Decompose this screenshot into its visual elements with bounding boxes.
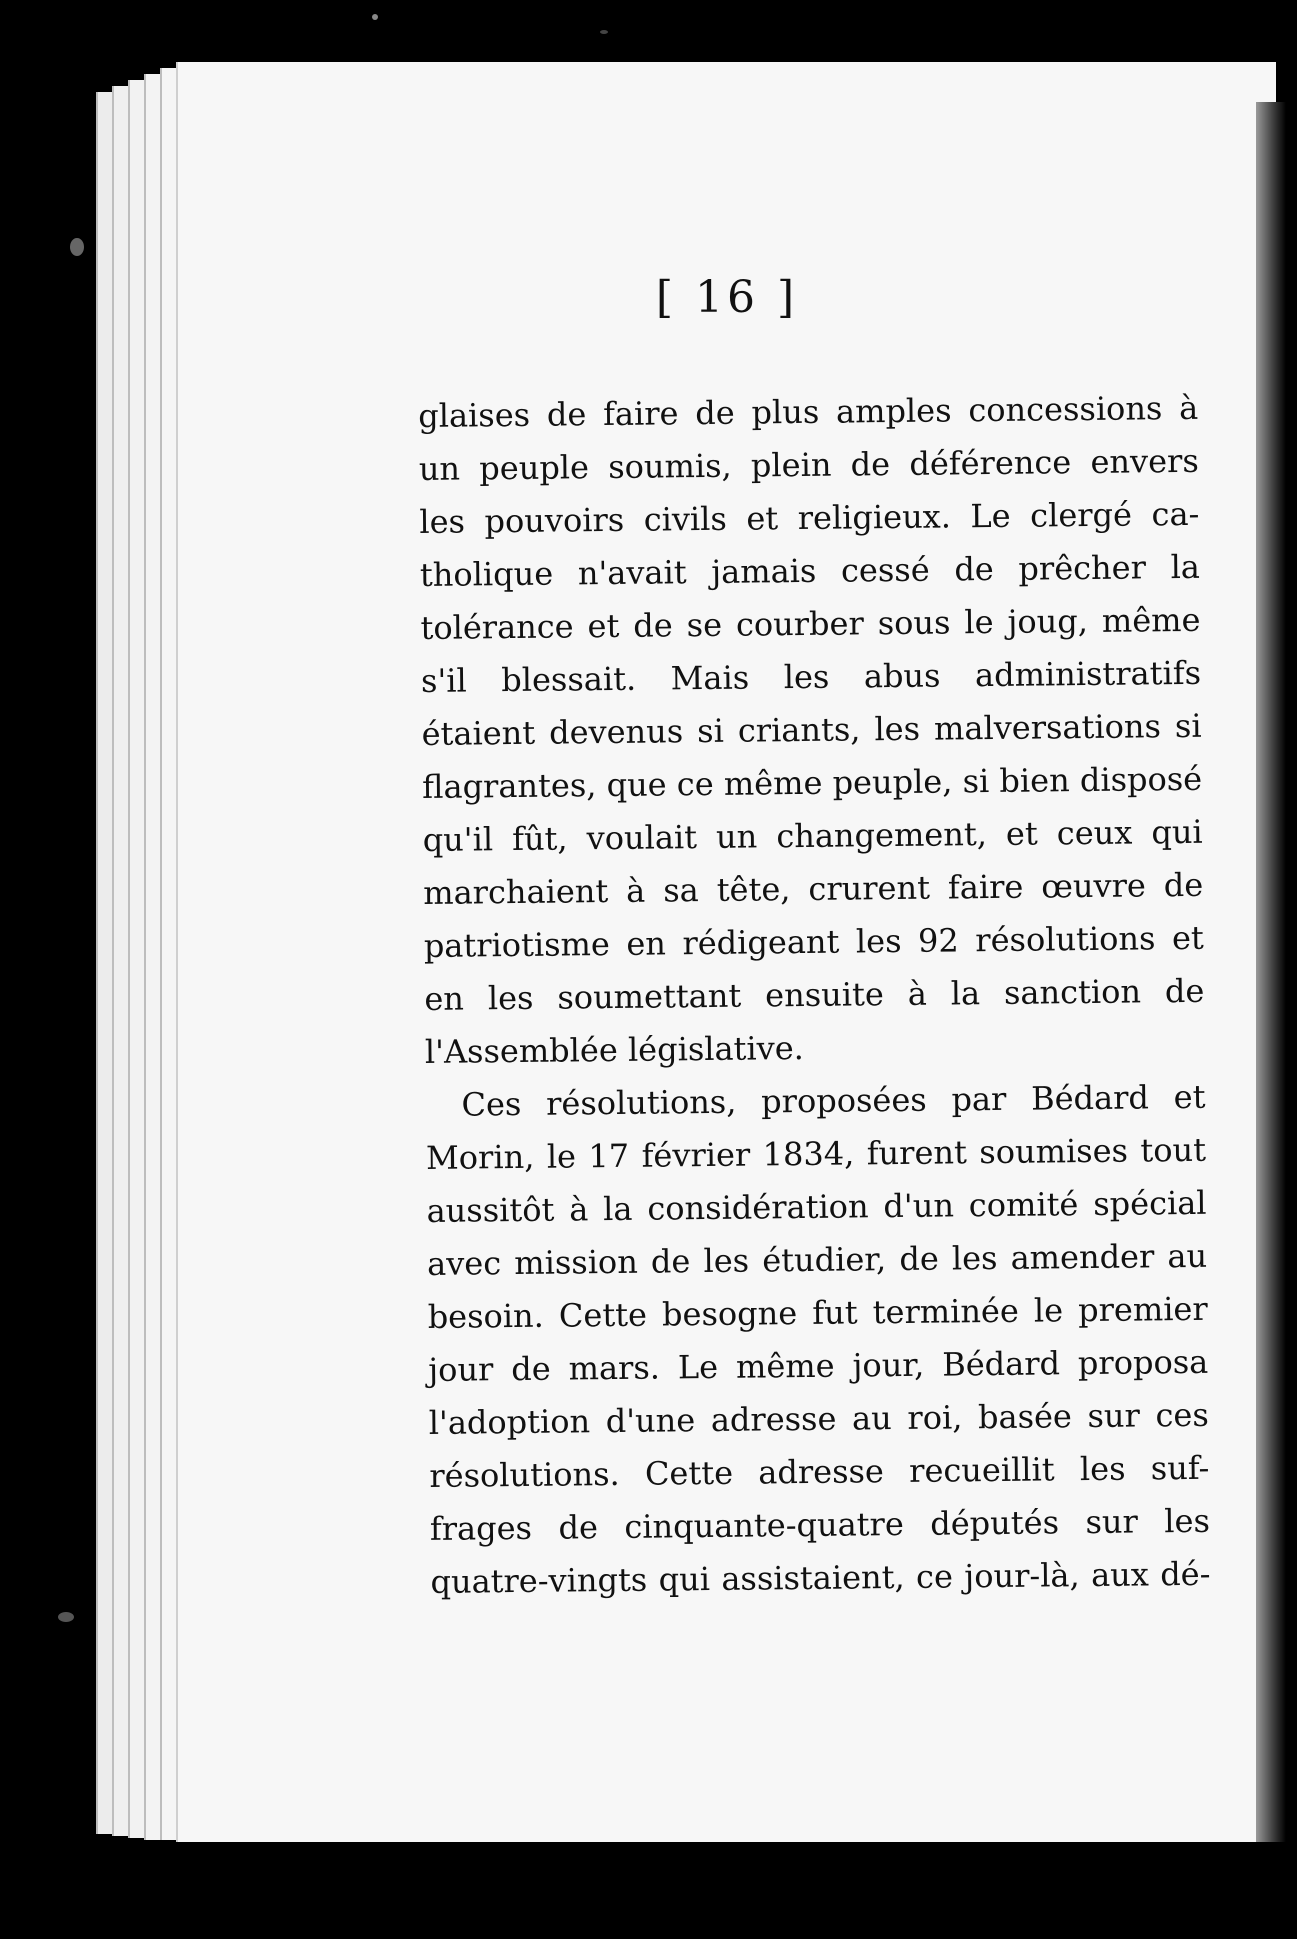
text-line: en les soumettant ensuite à la sanction de	[424, 971, 1205, 1018]
text-line: l'adoption d'une adresse au roi, basée sur ces	[428, 1395, 1209, 1442]
scan-speck	[70, 238, 84, 256]
text-line: les pouvoirs civils et religieux. Le clergé ca-	[419, 494, 1200, 541]
text-line: flagrantes, que ce même peuple, si bien disposé	[421, 759, 1203, 806]
text-line: étaient devenus si criants, les malversations si	[421, 706, 1202, 753]
text-line: s'il blessait. Mais les abus administratifs	[420, 653, 1202, 700]
text-line: jour de mars. Le même jour, Bédard proposa	[428, 1342, 1209, 1389]
scan-speck	[372, 14, 378, 20]
text-line: tholique n'avait jamais cessé de prêcher la	[419, 547, 1201, 594]
text-line: Morin, le 17 février 1834, furent soumises tout	[425, 1130, 1207, 1177]
text-line: marchaient à sa tête, crurent faire œuvre de	[423, 865, 1204, 912]
page-body	[418, 382, 1211, 1609]
text-line: l'Assemblée législative.	[424, 1028, 805, 1071]
text-line: un peuple soumis, plein de déférence envers	[418, 441, 1199, 488]
text-line: aussitôt à la considération d'un comité spécial	[426, 1183, 1207, 1230]
text-line: tolérance et de se courber sous le joug, même	[420, 600, 1201, 647]
text-line: besoin. Cette besogne fut terminée le premier	[427, 1289, 1208, 1336]
text-line: qu'il fût, voulait un changement, et ceux qui	[422, 812, 1203, 859]
text-line: quatre-vingts qui assistaient, ce jour-là, aux dé-	[430, 1554, 1211, 1601]
text-line: glaises de faire de plus amples concessions à	[418, 388, 1199, 435]
book-page	[176, 62, 1276, 1842]
text-line: Ces résolutions, proposées par Bédard et	[461, 1077, 1206, 1124]
text-line: avec mission de les étudier, de les amender au	[426, 1236, 1208, 1283]
text-line: patriotisme en rédigeant les 92 résolutions et	[423, 918, 1204, 965]
binding-shadow	[1256, 102, 1286, 1842]
scan-speck	[600, 30, 608, 34]
page-number-header: [ 16 ]	[655, 272, 799, 323]
text-line: frages de cinquante-quatre députés sur les	[429, 1501, 1211, 1548]
scan-speck	[58, 1612, 74, 1622]
text-line: résolutions. Cette adresse recueillit les suf-	[429, 1448, 1210, 1495]
